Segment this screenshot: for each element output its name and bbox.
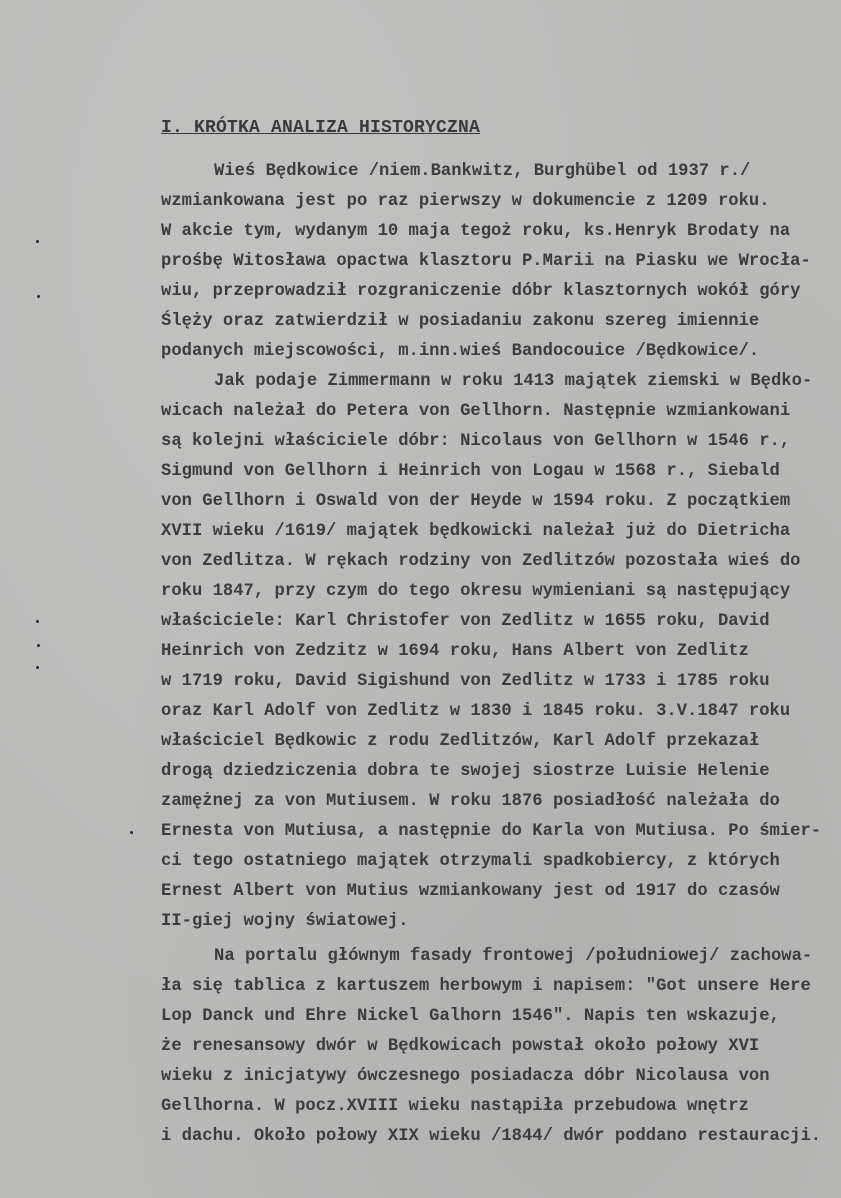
margin-mark bbox=[130, 831, 133, 834]
text-line: wieku z inicjatywy ówczesnego posiadacza dóbr Nicolausa von bbox=[161, 1067, 770, 1086]
text-line: oraz Karl Adolf von Zedlitz w 1830 i 1845 roku. 3.V.1847 roku bbox=[161, 702, 791, 721]
text-line: Heinrich von Zedzitz w 1694 roku, Hans Albert von Zedlitz bbox=[161, 642, 749, 661]
text-line: wiu, przeprowadził rozgraniczenie dóbr klasztornych wokół góry bbox=[161, 282, 801, 301]
margin-mark bbox=[36, 666, 39, 669]
text-line: że renesansowy dwór w Będkowicach powstał około połowy XVI bbox=[161, 1037, 760, 1056]
text-line: właściciel Będkowic z rodu Zedlitzów, Karl Adolf przekazał bbox=[161, 732, 760, 751]
text-line: drogą dziedziczenia dobra te swojej siostrze Luisie Helenie bbox=[161, 762, 770, 781]
text-line: wzmiankowana jest po raz pierwszy w dokumencie z 1209 roku. bbox=[161, 192, 770, 211]
text-line: i dachu. Około połowy XIX wieku /1844/ dwór poddano restauracji. bbox=[161, 1127, 822, 1146]
text-line: wicach należał do Petera von Gellhorn. Następnie wzmiankowani bbox=[161, 402, 791, 421]
text-line: są kolejni właściciele dóbr: Nicolaus von Gellhorn w 1546 r., bbox=[161, 432, 791, 451]
text-line: Wieś Będkowice /niem.Bankwitz, Burghübel od 1937 r./ bbox=[214, 162, 751, 181]
margin-mark bbox=[36, 620, 39, 623]
text-line: Ernesta von Mutiusa, a następnie do Karla von Mutiusa. Po śmier- bbox=[161, 822, 822, 841]
margin-mark bbox=[36, 240, 39, 243]
text-line: Jak podaje Zimmermann w roku 1413 majątek ziemski w Będko- bbox=[214, 372, 813, 391]
text-line: Lop Danck und Ehre Nickel Galhorn 1546". Napis ten wskazuje, bbox=[161, 1007, 780, 1026]
text-line: prośbę Witosława opactwa klasztoru P.Marii na Piasku we Wrocła- bbox=[161, 252, 811, 271]
document-title: I. KRÓTKA ANALIZA HISTORYCZNA bbox=[161, 118, 481, 138]
text-line: XVII wieku /1619/ majątek będkowicki należał już do Dietricha bbox=[161, 522, 791, 541]
text-line: W akcie tym, wydanym 10 maja tegoż roku, ks.Henryk Brodaty na bbox=[161, 222, 791, 241]
margin-mark bbox=[37, 644, 40, 647]
text-line: w 1719 roku, David Sigishund von Zedlitz w 1733 i 1785 roku bbox=[161, 672, 770, 691]
text-line: Gellhorna. W pocz.XVIII wieku nastąpiła przebudowa wnętrz bbox=[161, 1097, 749, 1116]
text-line: właściciele: Karl Christofer von Zedlitz w 1655 roku, David bbox=[161, 612, 770, 631]
text-line: ci tego ostatniego majątek otrzymali spadkobiercy, z których bbox=[161, 852, 780, 871]
text-line: von Gellhorn i Oswald von der Heyde w 1594 roku. Z początkiem bbox=[161, 492, 791, 511]
text-line: podanych miejscowości, m.inn.wieś Bandocouice /Będkowice/. bbox=[161, 342, 760, 361]
margin-mark bbox=[37, 295, 40, 298]
text-line: roku 1847, przy czym do tego okresu wymieniani są następujący bbox=[161, 582, 791, 601]
text-line: Sigmund von Gellhorn i Heinrich von Logau w 1568 r., Siebald bbox=[161, 462, 780, 481]
text-line: ła się tablica z kartuszem herbowym i napisem: "Got unsere Here bbox=[161, 977, 811, 996]
text-line: Ślęży oraz zatwierdził w posiadaniu zakonu szereg imiennie bbox=[161, 312, 760, 331]
text-line: von Zedlitza. W rękach rodziny von Zedlitzów pozostała wieś do bbox=[161, 552, 801, 571]
text-line: zamężnej za von Mutiusem. W roku 1876 posiadłość należała do bbox=[161, 792, 780, 811]
text-line: Ernest Albert von Mutius wzmiankowany jest od 1917 do czasów bbox=[161, 882, 780, 901]
text-line: II-giej wojny światowej. bbox=[161, 912, 409, 931]
text-line: Na portalu głównym fasady frontowej /południowej/ zachowa- bbox=[214, 947, 813, 966]
